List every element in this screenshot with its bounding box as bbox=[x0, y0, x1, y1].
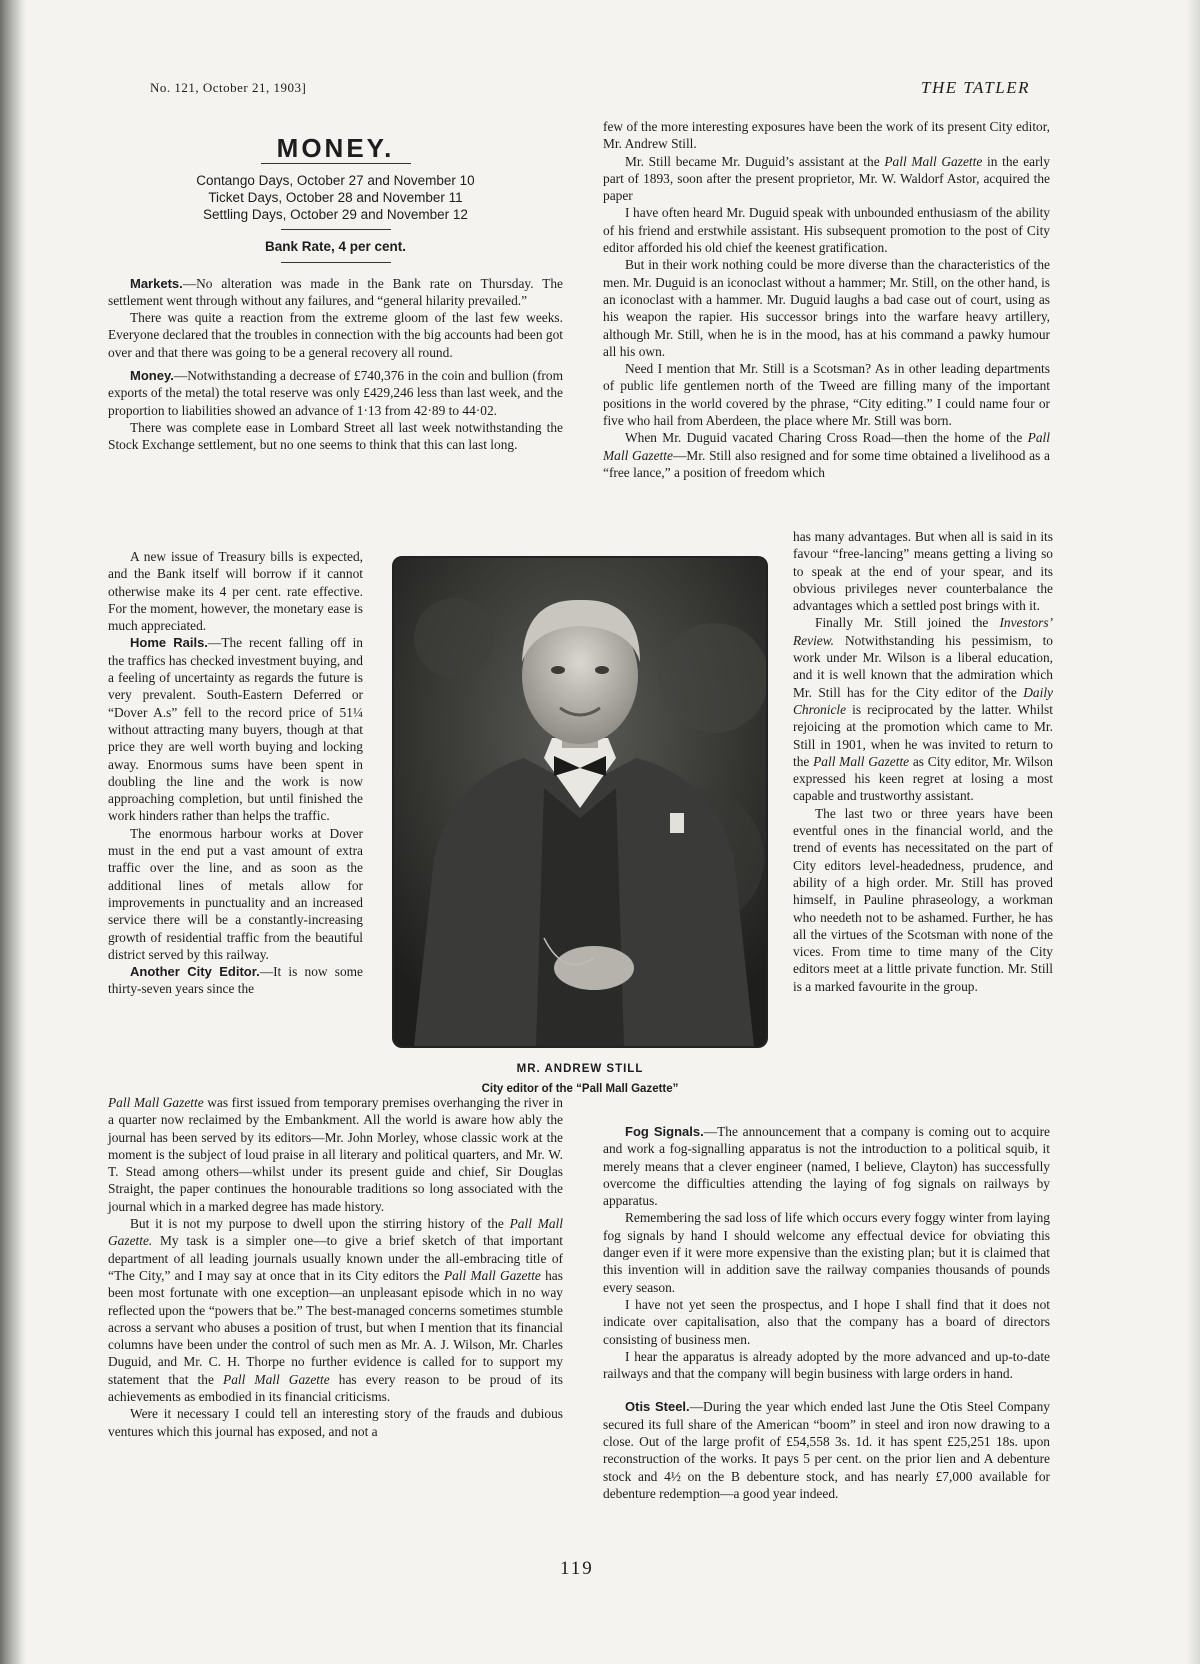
money-paragraph-2: There was complete ease in Lombard Street all last week notwithstanding the Stock Exchange settlement, but no one seems to think that this can last long. bbox=[108, 419, 563, 453]
bank-rate-rule bbox=[281, 262, 391, 263]
right-paragraph-6c: —Mr. Still also resigned and for some time obtained a livelihood as a “free lance,” a position of freedom which bbox=[603, 447, 1051, 480]
home-rails-paragraph-1: —The recent falling off in the traffics has checked investment buying, and a feeling of uncertainty as regards the future is very prevalent. South-Eastern Deferred or “Dover A.s” fell to the record price of 51¼ without attracting many buyers, though at that price they are well worth buying and locking away. Enormous sums have been spent in doubling the line and the work is now approaching completion, but until finished the work hinders rather than helps the traffic. bbox=[108, 635, 363, 824]
bank-rate: Bank Rate, 4 per cent. bbox=[264, 239, 407, 255]
fog-signals-paragraph-4: I hear the apparatus is already adopted by the more advanced and up-to-date railways and that the company will begin business with large orders in hand. bbox=[603, 1348, 1050, 1382]
otis-steel-heading: Otis Steel. bbox=[625, 1399, 690, 1415]
city-editor-paragraph-2g: has every reason to be proud of its achievements as embodied in its financial criticisms. bbox=[108, 1371, 563, 1405]
pmg-title-1: Pall Mall Gazette bbox=[108, 1095, 204, 1110]
right-paragraph-5: Need I mention that Mr. Still is a Scotsman? As in other leading departments of public life gentlemen north of the Tweed are filling many of the important positions in the world covered by the phrase, “City editing.” I could name four or five who hail from Aberdeen, the place where Mr. Still was born. bbox=[603, 361, 1050, 429]
right-paragraph-6a: When Mr. Duguid vacated Charing Cross Road—then the home of the bbox=[625, 430, 1023, 446]
money-paragraph-3: A new issue of Treasury bills is expected, and the Bank itself will borrow if it cannot otherwise make its 4 per cent. rate effective. For the moment, however, the monetary ease is much appreciated. bbox=[108, 549, 363, 634]
right-paragraph-2c: in the early part of 1893, soon after the present proprietor, Mr. W. Waldorf Astor, acquired the paper bbox=[603, 153, 1050, 204]
city-editor-paragraph-2c: My task is a simpler one—to give a brief sketch of that important department of all leading journals usually known under the all-embracing title of “The City,” and I may say at once that in its City editors the bbox=[108, 1233, 563, 1283]
publication-title-header: THE TATLER bbox=[921, 78, 1030, 97]
fog-signals-paragraph-2: Remembering the sad loss of life which occurs every foggy winter from laying fog signals by hand I should welcome any effectual device for obviating this danger even if it were more expensive than the existing plan; but it is claimed that this invention will in addition save the railway companies thousands of pounds every season. bbox=[603, 1210, 1050, 1295]
photo-caption-role: City editor of the “Pall Mall Gazette” bbox=[481, 1083, 679, 1095]
investors-review-title: Investors’ Review. bbox=[793, 615, 1053, 648]
money-paragraph-1: —Notwithstanding a decrease of £740,376 in the coin and bullion (from exports of the metal) the total reserve was only £429,246 less than last week, and the proportion to liabilities showed an advance of 1·13 from 42·89 to 44·02. bbox=[108, 368, 563, 418]
fog-signals-paragraph-1: —The announcement that a company is coming out to acquire and work a fog-signalling apparatus is not the introduction to a political squib, it merely means that a clever engineer (named, I believe, Clayton) has successfully overcome the difficulties attending the laying of fog signals on railways by apparatus. bbox=[603, 1124, 1050, 1209]
right-paragraph-1: few of the more interesting exposures have been the work of its present City editor, Mr. Andrew Still. bbox=[603, 119, 1050, 152]
pmg-title-6: Pall Mall Gazette bbox=[603, 430, 1050, 463]
title-rule bbox=[261, 163, 411, 164]
city-editor-paragraph-2a: But it is not my purpose to dwell upon the stirring history of the bbox=[130, 1216, 504, 1232]
city-editor-paragraph-1c: was first issued from temporary premises overhanging the river in a quarter now reclaimed by the Embankment. All the world is aware how ably the journal has been served by its editors—Mr. John Morley, whose classic work at the moment is the subject of loud praise in all literary and political quarters, and Mr. W. T. Stead among others—whilst under its present guide and chief, Sir Douglas Straight, the paper continues the honourable traditions so long associated with the journal which in a marked degree has made history. bbox=[108, 1095, 563, 1214]
right-column-narrow bbox=[793, 528, 1053, 995]
photo-caption-name: MR. ANDREW STILL bbox=[516, 1063, 644, 1075]
binding-gutter bbox=[0, 0, 26, 1664]
contango-days: Contango Days, October 27 and November 10 bbox=[196, 173, 475, 189]
fog-signals-heading: Fog Signals. bbox=[625, 1124, 704, 1139]
page-number: 119 bbox=[560, 1558, 594, 1579]
settlement-dates bbox=[108, 172, 563, 223]
daily-chronicle-title: Daily Chronicle bbox=[793, 684, 1053, 717]
portrait-illustration bbox=[394, 558, 766, 1046]
left-column-top bbox=[108, 133, 563, 454]
right-column-bottom bbox=[603, 1123, 1050, 1502]
right-paragraph-7g: as City editor, Mr. Wilson expressed his keen regret at losing a most capable and trustworthy assistant. bbox=[793, 753, 1053, 804]
money-heading: Money. bbox=[130, 368, 174, 384]
city-editor-paragraph-2e: has been most fortunate with one exception—an unpleasant episode which in no way reflected upon the “powers that be.” The best-managed concerns sometimes stumble across a servant who abuses a position of trust, but when I mention that its financial columns have been under the control of such men as Mr. A. J. Wilson, Mr. Charles Duguid, and Mr. C. H. Thorpe no further evidence is called for to support my statement that the bbox=[108, 1267, 563, 1387]
left-column-bottom bbox=[108, 1094, 563, 1440]
right-column-top bbox=[603, 118, 1050, 481]
portrait-photo bbox=[392, 556, 768, 1048]
issue-date-header: No. 121, October 21, 1903] bbox=[150, 80, 307, 95]
pmg-title-2: Pall Mall Gazette. bbox=[108, 1216, 563, 1249]
markets-heading: Markets. bbox=[130, 275, 183, 291]
otis-steel-paragraph-1: —During the year which ended last June the Otis Steel Company secured its full share of the American “boom” in steel and iron now drawing to a close. Out of the large profit of £54,558 3s. 1d. it has spent £25,251 18s. upon reconstruction of the works. It pays 5 per cent. on the prior lien and A debenture stock and 4½ on the B debenture stock, and has nearly £7,000 available for debenture redemption—a good year indeed. bbox=[603, 1399, 1050, 1501]
pmg-title-7: Pall Mall Gazette bbox=[813, 753, 910, 769]
left-column-narrow bbox=[108, 548, 363, 998]
page-edge-shadow bbox=[1186, 0, 1200, 1664]
right-paragraph-6d: has many advantages. But when all is said in its favour “free-lancing” means getting a living so to speak at the end of your spear, and its obvious privileges never counterbalance the advantages which a settled post brings with it. bbox=[793, 529, 1053, 614]
dates-rule bbox=[281, 229, 391, 230]
right-paragraph-4: But in their work nothing could be more diverse than the characteristics of the men. Mr. Duguid is an iconoclast without a hammer; Mr. Still, on the other hand, is an iconoclast with a hammer. Mr. Duguid laughs a bad case out of court, using as his weapon the rapier. His successor brings into the warfare heavy artillery, although Mr. Still, when he is in the mood, has at his command a pawky humour all his own. bbox=[603, 257, 1050, 359]
ticket-days: Ticket Days, October 28 and November 11 bbox=[208, 190, 463, 206]
right-paragraph-2a: Mr. Still became Mr. Duguid’s assistant at the bbox=[625, 153, 880, 169]
right-paragraph-8: The last two or three years have been eventful ones in the financial world, and the trend of events has necessitated on the part of City editors level-headedness, prudence, and ability of a high order. Mr. Still has proved himself, in Pauline phraseology, a workman who needeth not to be ashamed. Further, he has all the virtues of the Scotsman with none of the vices. From time to time many of the City editors meet at a little private function. Mr. Still is a marked favourite in the group. bbox=[793, 805, 1053, 994]
article-title: MONEY. bbox=[276, 133, 395, 163]
home-rails-heading: Home Rails. bbox=[130, 635, 208, 651]
right-paragraph-7e: is reciprocated by the latter. Whilst rejoicing at the promotion which came to Mr. Still in 1901, when he was invited to return to the bbox=[793, 701, 1053, 769]
pmg-title-4: Pall Mall Gazette bbox=[223, 1371, 330, 1387]
city-editor-paragraph-1a: —It is now some thirty-seven years since the bbox=[108, 964, 363, 997]
markets-paragraph-2: There was quite a reaction from the extreme gloom of the last few weeks. Everyone declared that the troubles in connection with the big accounts had been got over and that there was going to be a general recovery all round. bbox=[108, 310, 563, 360]
right-paragraph-7c: Notwithstanding his pessimism, to work under Mr. Wilson is a liberal education, and it is well known that the admiration which Mr. Still has for the City editor of the bbox=[793, 632, 1053, 700]
city-editor-heading: Another City Editor. bbox=[130, 964, 260, 980]
city-editor-paragraph-3: Were it necessary I could tell an interesting story of the frauds and dubious ventures which this journal has exposed, and not a bbox=[108, 1406, 563, 1439]
right-paragraph-3: I have often heard Mr. Duguid speak with unbounded enthusiasm of the ability of his friend and erstwhile assistant. His subsequent promotion to the post of City editor afforded his old chief the keenest gratification. bbox=[603, 205, 1050, 256]
home-rails-paragraph-2: The enormous harbour works at Dover must in the end put a vast amount of extra traffic over the line, and as soon as the additional lines of metals allow for improvements in punctuality and an increased service there will be a constantly-increasing growth of residential traffic from the beautiful district served by this railway. bbox=[108, 825, 363, 962]
markets-paragraph-1: —No alteration was made in the Bank rate on Thursday. The settlement went through without any failures, and “general hilarity prevailed.” bbox=[108, 275, 563, 308]
right-paragraph-7a: Finally Mr. Still joined the bbox=[815, 615, 989, 631]
pmg-title-5: Pall Mall Gazette bbox=[884, 153, 983, 169]
pmg-title-3: Pall Mall Gazette bbox=[443, 1267, 541, 1283]
fog-signals-paragraph-3: I have not yet seen the prospectus, and I hope I shall find that it does not indicate over capitalisation, also that the company has a board of directors consisting of business men. bbox=[603, 1296, 1050, 1347]
settling-days: Settling Days, October 29 and November 12 bbox=[203, 207, 468, 223]
